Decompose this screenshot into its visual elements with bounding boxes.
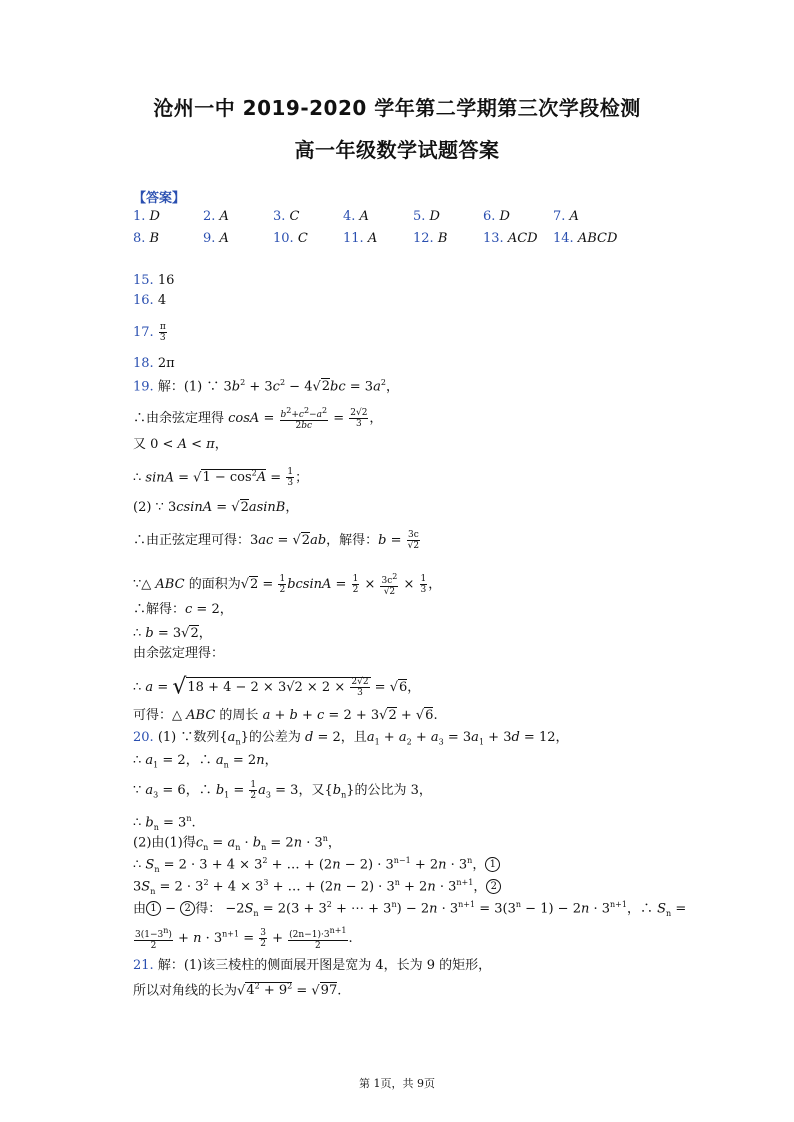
q19-line-7: ∵△ ABC 的面积为√2 = $\frac{1}{2}$ bcsinA = $\frac{1}{2}$ × $\frac{3c^2}{√2}$ × $\frac{1}{3}$ ，	[133, 572, 442, 597]
choice-answer: 9. A	[203, 231, 229, 246]
circled-one-icon: 1	[146, 901, 161, 916]
page-footer: 第 1页，共 9页	[359, 1077, 435, 1090]
q19-line-8: ∴解得：c = 2，	[133, 602, 233, 617]
circled-two-icon: 2	[486, 879, 501, 894]
fill-answer-15: 15. 16	[133, 273, 175, 288]
q20-line-9: $\frac{3(1-3^n)}{2}$ + $n \cdot 3^{n+1}$ = $\frac{3}{2}$ + $\frac{(2n-1)\cdot 3^{n+1}}{2}$ .	[135, 926, 353, 951]
q19-line-1: 19. 解：(1) ∵ $3b^2 + 3c^2 - 4√2bc = 3a^2$，	[133, 378, 399, 395]
choice-answer: 3. C	[273, 209, 300, 224]
choice-answer: 10. C	[273, 231, 308, 246]
choice-answer: 5. D	[413, 209, 440, 224]
q19-line-2: ∴由余弦定理得 cosA = $\frac{b^2+c^2-a^2}{2bc}$ = $\frac{2√2}{3}$ ，	[133, 406, 383, 431]
q19-line-11: ∴ a = √18 + 4 − 2 × 3√2 × 2 × $\frac{2√2}{3}$ = √6，	[133, 674, 421, 700]
q20-line-3: ∵ $a_3 = 6$，∴ $b_1$ = $\frac{1}{2}$ $a_3 = 3$，又$\{b_n\}$的公比为 3，	[133, 780, 432, 801]
choice-answer: 7. A	[553, 209, 579, 224]
q20-line-1: 20. (1) ∵数列$\{a_n\}$的公差为 d = 2，且$a_1 + a_2 + a_3 = 3a_1 + 3d = 12$，	[133, 730, 569, 747]
choice-answer: 2. A	[203, 209, 229, 224]
choice-answer: 13. ACD	[483, 231, 538, 246]
choice-answer: 1. D	[133, 209, 160, 224]
q19-line-3: 又 0 < A < π，	[133, 437, 228, 452]
choice-answer: 8. B	[133, 231, 160, 246]
answers-label: 【答案】	[133, 191, 186, 206]
fill-answer-16: 16. 4	[133, 293, 167, 308]
q19-line-9: ∴ b = 3√2，	[133, 626, 212, 641]
q20-line-2: ∴ $a_1 = 2$，∴ $a_n = 2n$，	[133, 753, 278, 770]
circled-one-icon: 1	[485, 857, 500, 872]
fill-answer-18: 18. 2π	[133, 356, 175, 371]
q19-line-10: 由余弦定理得：	[133, 646, 225, 661]
q21-line-2: 所以对角线的长为$√4^2 + 9^2 = √97$.	[133, 982, 342, 999]
q20-line-4: ∴ $b_n = 3^n$.	[133, 814, 196, 832]
choice-answer: 14. ABCD	[553, 231, 618, 246]
q20-line-7: $3S_n = 2 \cdot 3^2 + 4 \times 3^3$ + … + $(2n - 2) \cdot 3^n + 2n \cdot 3^{n+1}$， 2	[133, 875, 501, 900]
q19-line-6: ∴由正弦定理可得：3ac = √2ab，解得：b = $\frac{3c}{√2}$	[133, 530, 420, 551]
choice-answer: 6. D	[483, 209, 510, 224]
q21-line-1: 21. 解：(1)该三棱柱的侧面展开图是宽为 4，长为 9 的矩形，	[133, 958, 492, 973]
q20-line-8: 由 1 − 2 得： $-2S_n = 2(3 + 3^2$ + ⋯ + $3^n) - 2n \cdot 3^{n+1} = 3(3^n - 1) - 2n \cdot 3^{n+1}$，∴ $S_n$ =	[133, 900, 687, 918]
q19-line-5: (2) ∵ 3csinA = √2asinB，	[133, 500, 299, 515]
page-subtitle: 高一年级数学试题答案	[294, 138, 500, 162]
q19-line-4: ∴ $\sin A = √1 - \cos^2A$ = $\frac{1}{3}$ ；	[133, 467, 309, 489]
choice-answer: 4. A	[343, 209, 369, 224]
choice-answer: 12. B	[413, 231, 448, 246]
q20-line-6: ∴ $S_n = 2 \cdot 3 + 4 \times 3^2$ + … + $(2n - 2) \cdot 3^{n-1} + 2n \cdot 3^n$， 1	[133, 853, 500, 878]
choice-answer: 11. A	[343, 231, 378, 246]
fill-answer-17: 17. $\frac{\pi}{3}$	[133, 322, 166, 343]
page-title: 沧州一中 2019-2020 学年第二学期第三次学段检测	[153, 96, 641, 120]
q19-line-12: 可得：△ ABC 的周长 a + b + c = 2 + 3√2 + √6.	[133, 708, 438, 723]
q20-line-5: (2)由(1)得$c_n = a_n \cdot b_n = 2n \cdot 3^n$，	[133, 834, 341, 852]
circled-two-icon: 2	[180, 901, 195, 916]
